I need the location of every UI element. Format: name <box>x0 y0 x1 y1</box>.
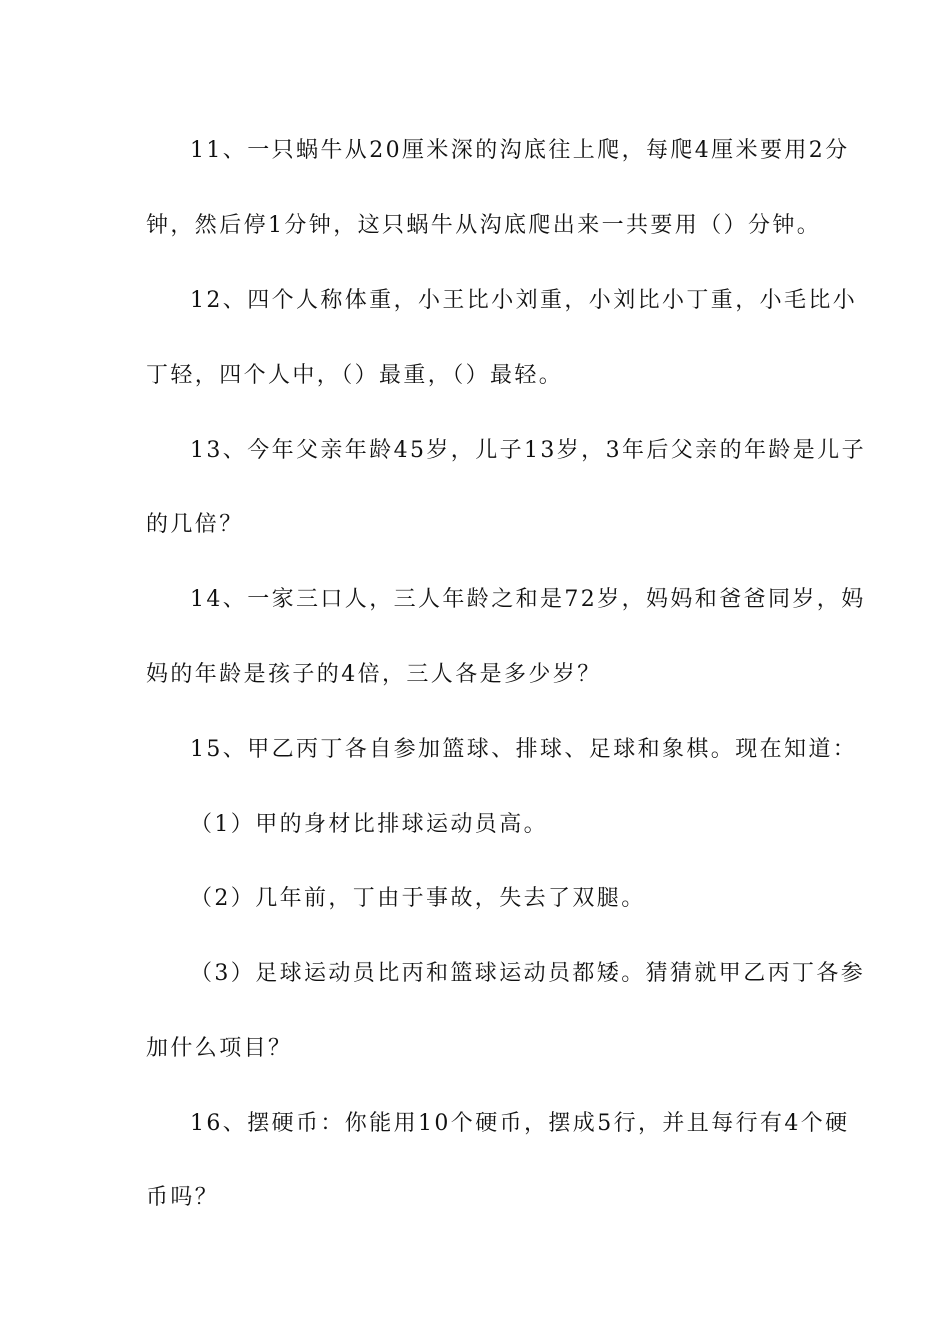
question-13-line-2: 的几倍？ <box>146 512 244 537</box>
question-11-line-1: 11、一只蜗牛从20厘米深的沟底往上爬，每爬4厘米要用2分 <box>190 138 850 163</box>
question-15-line-end: 加什么项目？ <box>146 1036 293 1061</box>
question-11-line-2: 钟，然后停1分钟，这只蜗牛从沟底爬出来一共要用（）分钟。 <box>146 213 822 238</box>
question-13-line-1: 13、今年父亲年龄45岁，儿子13岁，3年后父亲的年龄是儿子 <box>190 438 866 463</box>
question-14-line-2: 妈的年龄是孩子的4倍，三人各是多少岁？ <box>146 662 602 687</box>
question-15-line-1: 15、甲乙丙丁各自参加篮球、排球、足球和象棋。现在知道： <box>190 737 858 762</box>
question-16-line-1: 16、摆硬币：你能用10个硬币，摆成5行，并且每行有4个硬 <box>190 1111 850 1136</box>
question-12-line-1: 12、四个人称体重，小王比小刘重，小刘比小丁重，小毛比小 <box>190 288 858 313</box>
question-14-line-1: 14、一家三口人，三人年龄之和是72岁，妈妈和爸爸同岁，妈 <box>190 587 866 612</box>
question-15-clue-1: （1）甲的身材比排球运动员高。 <box>190 812 548 837</box>
question-16-line-2: 币吗？ <box>146 1185 220 1210</box>
question-15-clue-2: （2）几年前，丁由于事故，失去了双腿。 <box>190 886 646 911</box>
question-15-clue-3: （3）足球运动员比丙和篮球运动员都矮。猜猜就甲乙丙丁各参 <box>190 961 866 986</box>
question-12-line-2: 丁轻，四个人中，（）最重，（）最轻。 <box>146 363 564 388</box>
